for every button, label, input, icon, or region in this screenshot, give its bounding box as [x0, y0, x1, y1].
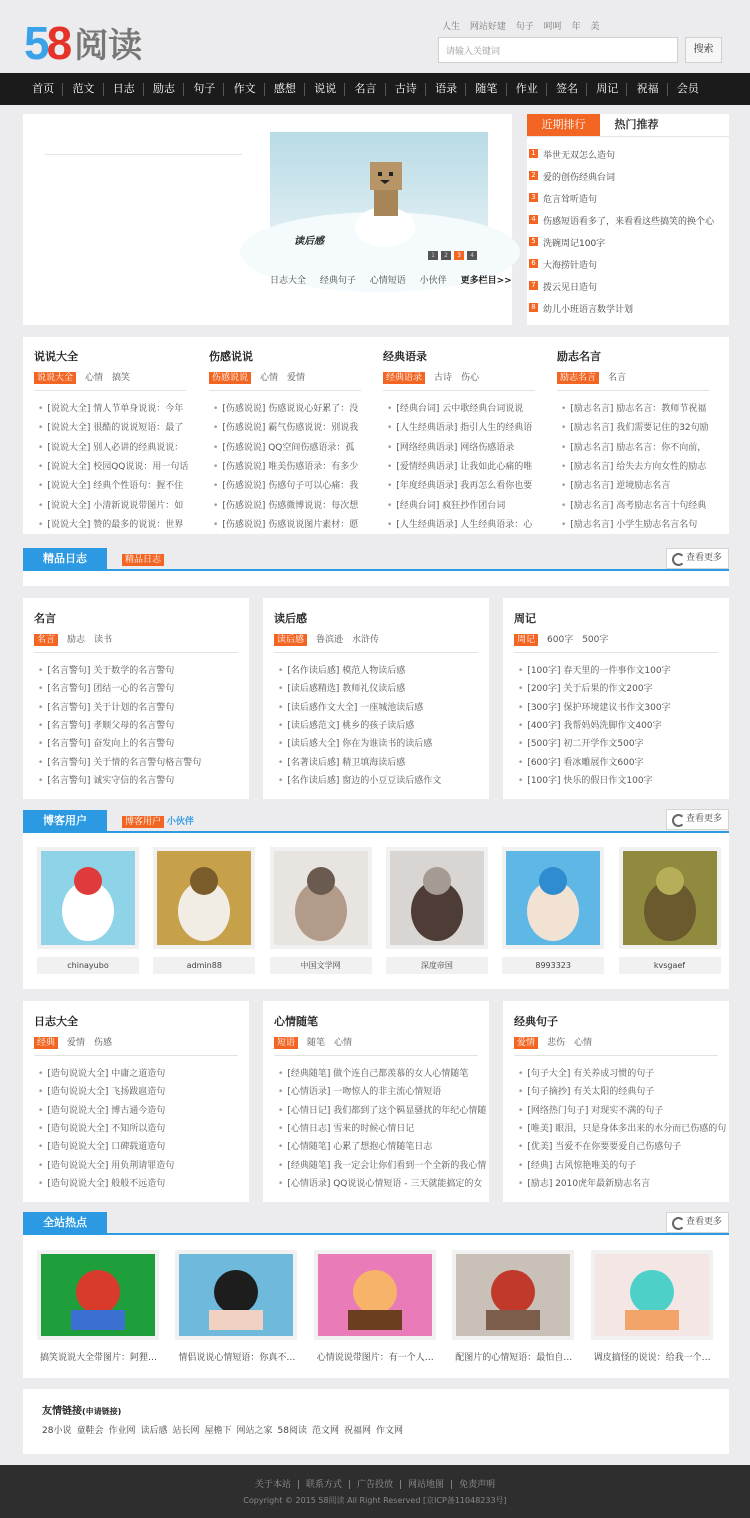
user-avatar[interactable]	[386, 847, 488, 949]
list-item[interactable]: • [造句说说大全] 博古通今造句	[38, 1103, 243, 1116]
list-item[interactable]: • [名言警句] 诚实守信的名言警句	[38, 773, 243, 786]
friend-links-title: 友情链接(申请链接)	[42, 1406, 122, 1417]
column-tags	[514, 632, 617, 645]
search-button[interactable]: 搜索	[685, 37, 722, 63]
nav-item[interactable]: 感想	[265, 73, 305, 105]
slider-dot-active[interactable]: 3	[454, 251, 464, 260]
friend-link[interactable]: 屋檐下	[204, 1426, 232, 1436]
footer-link[interactable]: 关于本站	[254, 1480, 291, 1490]
list-item[interactable]: • [600字] 看冰雕展作文600字	[518, 755, 723, 768]
list-item[interactable]: • [经典台词] 疯狂抄作团台词	[387, 498, 537, 511]
column-title: 经典语录	[383, 350, 427, 363]
list-item[interactable]: • [句子大全] 有关养成习惯的句子	[518, 1066, 723, 1079]
column-title: 名言	[34, 612, 56, 625]
tab-hot-recommend[interactable]: 热门推荐	[614, 118, 659, 131]
user-name[interactable]: 深度帝国	[386, 957, 488, 974]
section-tag[interactable]: 博客用户 小伙伴	[122, 814, 194, 827]
column-title: 励志名言	[557, 350, 601, 363]
column-tags	[34, 370, 139, 383]
friend-links-panel	[23, 1389, 729, 1454]
rank-item[interactable]: 2 爱的创伤经典台词	[543, 170, 615, 183]
section-tab-blog-users[interactable]: 博客用户	[23, 810, 107, 832]
hot-caption[interactable]: 调皮搞怪的说说：给我一个…	[593, 1353, 711, 1363]
list-item[interactable]: • [名言警句] 孝顺父母的名言警句	[38, 718, 243, 731]
view-more-button[interactable]: 查看更多	[666, 1212, 729, 1233]
hot-image[interactable]	[175, 1250, 297, 1340]
slider-dot[interactable]: 1	[428, 251, 438, 260]
column-tags	[274, 1035, 361, 1048]
divider	[34, 1055, 238, 1056]
view-more-button[interactable]: 查看更多	[666, 548, 729, 569]
list-item[interactable]: • [心情日记] 我们都到了这个羁显骚扰的年纪心情随	[278, 1103, 483, 1116]
separator: |	[296, 1480, 300, 1490]
list-item[interactable]: • [造句说说大全] 用负荆请罪造句	[38, 1158, 243, 1171]
column-tag[interactable]: 心情	[260, 373, 279, 383]
divider	[45, 154, 242, 155]
list-item[interactable]: • [100字] 春天里的一件事作文100字	[518, 663, 723, 676]
list-item[interactable]: • [读后感大全] 你在为谁读书的读后感	[278, 736, 483, 749]
divider	[514, 1055, 718, 1056]
nav-item[interactable]: 古诗	[386, 73, 426, 105]
footer-links	[0, 1477, 750, 1490]
hot-image[interactable]	[591, 1250, 713, 1340]
column-tag[interactable]: 伤感	[94, 1038, 113, 1048]
list-item[interactable]: • [说说大全] 很酷的说说短语：最了	[38, 420, 188, 433]
nav-item[interactable]: 作业	[507, 73, 547, 105]
hot-caption[interactable]: 配图片的心情短语：最怕自…	[455, 1353, 573, 1363]
list-item[interactable]: • [名著读后感] 精卫填海读后感	[278, 755, 483, 768]
footer	[0, 1465, 750, 1518]
column-title: 读后感	[274, 612, 307, 625]
hot-image[interactable]	[37, 1250, 159, 1340]
user-avatar[interactable]	[153, 847, 255, 949]
column-panel	[263, 1001, 489, 1202]
list-item[interactable]: • [人生经典语录] 指引人生的经典语	[387, 420, 537, 433]
column-title: 说说大全	[34, 350, 78, 363]
list-item[interactable]: • [心情日志] 雪来的时候心情日记	[278, 1121, 483, 1134]
list-item[interactable]: • [经典] 古风惊艳唯美的句子	[518, 1158, 723, 1171]
column-title: 经典句子	[514, 1015, 558, 1028]
user-name[interactable]: admin88	[153, 957, 255, 974]
footer-link[interactable]: 网站地图	[408, 1480, 445, 1490]
list-item[interactable]: • [名作读后感] 模范人物读后感	[278, 663, 483, 676]
logo-five: 5	[24, 17, 47, 69]
more-columns-link[interactable]: 更多栏目>>	[460, 276, 512, 286]
list-item[interactable]: • [年度经典语录] 我再怎么看你也要	[387, 478, 537, 491]
list-item[interactable]: • [网络热门句子] 对现实不满的句子	[518, 1103, 723, 1116]
friend-link[interactable]: 读后感	[140, 1426, 168, 1436]
quick-link[interactable]: 心情短语	[369, 276, 406, 286]
list-item[interactable]: • [伤感说说] 伤感说说图片素材：愿	[213, 517, 363, 530]
hot-word[interactable]: 年	[571, 22, 581, 32]
separator: |	[347, 1480, 351, 1490]
divider	[274, 1055, 478, 1056]
list-item[interactable]: • [造句说说大全] 不知所以造句	[38, 1121, 243, 1134]
list-item[interactable]: • [网络经典语录] 网络伤感语录	[387, 440, 537, 453]
column-tags	[514, 1035, 601, 1048]
column-tag[interactable]: 短语	[274, 1037, 298, 1049]
column-tag[interactable]: 500字	[582, 635, 609, 645]
nav-item[interactable]: 周记	[587, 73, 627, 105]
column-panel	[23, 598, 249, 799]
footer-link[interactable]: 联系方式	[305, 1480, 342, 1490]
column-tags	[209, 370, 314, 383]
list-item[interactable]: • [伤感说说] 伤感说说心好累了：没	[213, 401, 363, 414]
list-item[interactable]: • [爱情经典语录] 让我如此心痛的唯	[387, 459, 537, 472]
nav-item[interactable]: 日志	[104, 73, 144, 105]
list-item[interactable]: • [励志名言] 给失去方向女性的励志	[561, 459, 711, 472]
nav-item[interactable]: 随笔	[466, 73, 506, 105]
hot-caption[interactable]: 搞笑说说大全带图片：阿狸…	[40, 1353, 158, 1363]
list-item[interactable]: • [伤感说说] 霸气伤感说说：别说我	[213, 420, 363, 433]
list-item[interactable]: • [名言警句] 关于数学的名言警句	[38, 663, 243, 676]
list-item[interactable]: • [心情语录] 一吻惊人的非主流心情短语	[278, 1084, 483, 1097]
site-logo[interactable]	[24, 10, 143, 69]
list-item[interactable]: • [说说大全] 小清新说说带图片：如	[38, 498, 188, 511]
list-item[interactable]: • [励志名言] 小学生励志名言名句	[561, 517, 711, 530]
column-tags	[274, 632, 388, 645]
list-item[interactable]: • [伤感说说] 唯美伤感语录：有多少	[213, 459, 363, 472]
friend-link[interactable]: 范文网	[312, 1426, 340, 1436]
user-name[interactable]: 中国文学网	[270, 957, 372, 974]
rank-item[interactable]: 1 举世无双怎么造句	[543, 148, 615, 161]
list-item[interactable]: • [名言警句] 关于计划的名言警句	[38, 700, 243, 713]
column-tag[interactable]: 励志名言	[557, 372, 599, 384]
nav-item[interactable]: 励志	[144, 73, 184, 105]
list-item[interactable]: • [说说大全] 赞的最多的说说：世界	[38, 517, 188, 530]
column-panel	[503, 1001, 729, 1202]
list-item[interactable]: • [心情随笔] 心累了想抱心情随笔日志	[278, 1139, 483, 1152]
rank-item[interactable]: 8 幼儿小班语言数学计划	[543, 302, 633, 315]
list-item[interactable]: • [说说大全] 情人节单身说说：今年	[38, 401, 188, 414]
list-item[interactable]: • [唯美] 眼泪，只是身体多出来的水分而已伤感的句	[518, 1121, 723, 1134]
list-item[interactable]: • [造句说说大全] 中庸之道造句	[38, 1066, 243, 1079]
quick-links	[270, 273, 512, 286]
list-item[interactable]: • [优美] 当爱不在你要要爱自己伤感句子	[518, 1139, 723, 1152]
column-tag[interactable]: 爱情	[287, 373, 306, 383]
friend-links	[42, 1423, 408, 1436]
view-more-button[interactable]: 查看更多	[666, 809, 729, 830]
friend-link[interactable]: 网站之家	[236, 1426, 273, 1436]
list-item[interactable]: • [名作读后感] 窗边的小豆豆读后感作文	[278, 773, 483, 786]
friend-link[interactable]: 作业网	[108, 1426, 136, 1436]
footer-link[interactable]: 广告投放	[356, 1480, 393, 1490]
tab-recent-rank[interactable]: 近期排行	[527, 114, 600, 136]
list-item[interactable]: • [励志名言] 励志名言：你不向前，	[561, 440, 711, 453]
nav-item[interactable]: 句子	[184, 73, 224, 105]
list-item[interactable]: • [经典随笔] 我一定会让你们看到一个全新的我心情	[278, 1158, 483, 1171]
friend-link[interactable]: 58阅读	[277, 1426, 307, 1436]
quick-link[interactable]: 经典句子	[319, 276, 356, 286]
friend-link[interactable]: 28小说	[42, 1426, 72, 1436]
list-item[interactable]: • [伤感说说] 伤感句子可以心痛：我	[213, 478, 363, 491]
copyright: Copyright © 2015 58阅读 All Right Reserved [京ICP备11048233号]	[243, 1496, 507, 1505]
friend-link[interactable]: 童鞋会	[76, 1426, 104, 1436]
list-item[interactable]: • [500字] 初二开学作文500字	[518, 736, 723, 749]
column-tag[interactable]: 说说大全	[34, 372, 76, 384]
slider-dot[interactable]: 4	[467, 251, 477, 260]
quick-link[interactable]: 日志大全	[270, 276, 307, 286]
list-item[interactable]: • [名言警句] 团结一心的名言警句	[38, 681, 243, 694]
search-input[interactable]: 请输入关键词	[438, 37, 678, 63]
column-tag[interactable]: 鲁滨逊	[316, 635, 344, 645]
hot-word[interactable]: 句子	[515, 22, 534, 32]
hot-word[interactable]: 人生	[442, 22, 461, 32]
section-tab-site-hot[interactable]: 全站热点	[23, 1212, 107, 1234]
column-tag[interactable]: 伤心	[461, 373, 480, 383]
list-item[interactable]: • [经典随笔] 做个连自己都羡慕的女人心情随笔	[278, 1066, 483, 1079]
divider	[274, 652, 478, 653]
hot-caption[interactable]: 情侣说说心情短语：你真不…	[178, 1353, 296, 1363]
section-tag[interactable]: 精品日志	[122, 552, 164, 565]
list-item[interactable]: • [人生经典语录] 人生经典语录：心	[387, 517, 537, 530]
nav-item[interactable]: 祝福	[627, 73, 667, 105]
slider-dot[interactable]: 2	[441, 251, 451, 260]
friend-link[interactable]: 站长网	[172, 1426, 200, 1436]
hot-caption[interactable]: 心情说说带图片：有一个人…	[316, 1353, 434, 1363]
column-tag[interactable]: 水浒传	[352, 635, 380, 645]
nav-item[interactable]: 说说	[305, 73, 345, 105]
divider	[34, 652, 238, 653]
divider	[383, 390, 535, 391]
column-tag[interactable]: 心情	[85, 373, 104, 383]
column-tag[interactable]: 经典	[34, 1037, 58, 1049]
nav-item[interactable]: 签名	[547, 73, 587, 105]
user-name[interactable]: 8993323	[502, 957, 604, 974]
column-panel	[23, 1001, 249, 1202]
column-tag[interactable]: 古诗	[434, 373, 453, 383]
main-nav	[0, 73, 750, 105]
divider	[514, 652, 718, 653]
divider	[527, 136, 729, 137]
user-name[interactable]: chinayubo	[37, 957, 139, 974]
column-tags	[34, 1035, 121, 1048]
list-item[interactable]: • [励志名言] 逆境励志名言	[561, 478, 711, 491]
list-item[interactable]: • [伤感说说] 伤感微博说说：每次想	[213, 498, 363, 511]
footer-link[interactable]: 免责声明	[459, 1480, 496, 1490]
list-item[interactable]: • [说说大全] 校园QQ说说：用一句话	[38, 459, 188, 472]
column-title: 心情随笔	[274, 1015, 318, 1028]
column-tag[interactable]: 悲伤	[547, 1038, 566, 1048]
column-tag[interactable]: 心情	[574, 1038, 593, 1048]
list-item[interactable]: • [名言警句] 关于情的名言警句格言警句	[38, 755, 243, 768]
rank-item[interactable]: 6 大海捞针造句	[543, 258, 597, 271]
nav-item[interactable]: 语录	[426, 73, 466, 105]
hot-word[interactable]: 网站好建	[469, 22, 506, 32]
list-item[interactable]: • [励志名言] 我们需要记住的32句励	[561, 420, 711, 433]
column-title: 周记	[514, 612, 536, 625]
rank-item[interactable]: 7 拨云见日造句	[543, 280, 597, 293]
nav-item[interactable]: 首页	[23, 73, 63, 105]
column-tag[interactable]: 心情	[334, 1038, 353, 1048]
hot-image[interactable]	[314, 1250, 436, 1340]
friend-link[interactable]: 祝福网	[344, 1426, 372, 1436]
divider	[557, 390, 709, 391]
slider-caption: 读后感	[294, 236, 324, 247]
column-tag[interactable]: 600字	[547, 635, 574, 645]
column-tag[interactable]: 随笔	[307, 1038, 326, 1048]
column-tag[interactable]: 爱情	[67, 1038, 86, 1048]
column-tag[interactable]: 读后感	[274, 634, 307, 646]
list-item[interactable]: • [心情语录] QQ说说心情短语 - 三天就能搞定的女	[278, 1176, 483, 1189]
column-tag[interactable]: 经典语录	[383, 372, 425, 384]
logo-text: 阅读	[74, 26, 143, 66]
list-item[interactable]: • [300字] 保护环境建议书作文300字	[518, 700, 723, 713]
column-title: 伤感说说	[209, 350, 253, 363]
user-name[interactable]: kvsgaef	[619, 957, 721, 974]
column-panel	[503, 598, 729, 799]
column-tag[interactable]: 名言	[34, 634, 58, 646]
separator: |	[399, 1480, 403, 1490]
list-item[interactable]: • [说说大全] 经典个性语句：握不住	[38, 478, 188, 491]
column-tag[interactable]: 励志	[67, 635, 86, 645]
column-tags	[34, 632, 121, 645]
list-item[interactable]: • [造句说说大全] 口碑载道造句	[38, 1139, 243, 1152]
user-avatar[interactable]	[619, 847, 721, 949]
list-item[interactable]: • [造句说说大全] 般般不远造句	[38, 1176, 243, 1189]
list-item[interactable]: • [经典台词] 云中歌经典台词说说	[387, 401, 537, 414]
column-title: 日志大全	[34, 1015, 78, 1028]
list-item[interactable]: • [400字] 我帮妈妈洗脚作文400字	[518, 718, 723, 731]
user-avatar[interactable]	[502, 847, 604, 949]
list-item[interactable]: • [伤感说说] QQ空间伤感语录：孤	[213, 440, 363, 453]
list-item[interactable]: • [励志名言] 高考励志名言十句经典	[561, 498, 711, 511]
divider	[209, 390, 361, 391]
logo-eight: 8	[46, 17, 73, 69]
user-avatar[interactable]	[37, 847, 139, 949]
column-tag[interactable]: 周记	[514, 634, 538, 646]
divider	[34, 390, 186, 391]
list-item[interactable]: • [说说大全] 别人必讲的经典说说：	[38, 440, 188, 453]
rank-item[interactable]: 4 伤感短语看多了，来看看这些搞笑的换个心	[543, 214, 720, 227]
nav-item[interactable]: 作文	[224, 73, 264, 105]
list-item[interactable]: • [读后感精选] 教师礼仪读后感	[278, 681, 483, 694]
hot-word[interactable]: 美	[590, 22, 600, 32]
list-item[interactable]: • [励志] 2010虎年最新励志名言	[518, 1176, 723, 1189]
column-panel	[263, 598, 489, 799]
column-tags	[383, 370, 488, 383]
column-tags	[557, 370, 635, 383]
section-strip	[23, 571, 729, 586]
hot-image[interactable]	[452, 1250, 574, 1340]
rank-item[interactable]: 5 洗碗周记100字	[543, 236, 605, 249]
list-item[interactable]: • [造句说说大全] 飞扬跋扈造句	[38, 1084, 243, 1097]
list-item[interactable]: • [读后感作文大全] 一座城池读后感	[278, 700, 483, 713]
quick-link[interactable]: 小伙伴	[419, 276, 447, 286]
list-item[interactable]: • [200字] 关于后果的作文200字	[518, 681, 723, 694]
separator: |	[450, 1480, 454, 1490]
nav-item[interactable]: 范文	[63, 73, 103, 105]
hot-word[interactable]: 呵呵	[543, 22, 562, 32]
nav-item[interactable]: 名言	[345, 73, 385, 105]
list-item[interactable]: • [句子摘抄] 有关太阳的经典句子	[518, 1084, 723, 1097]
column-tag[interactable]: 名言	[608, 373, 627, 383]
column-tag[interactable]: 搞笑	[112, 373, 131, 383]
rank-item[interactable]: 3 危言耸听造句	[543, 192, 597, 205]
user-avatar[interactable]	[270, 847, 372, 949]
column-tag[interactable]: 读书	[94, 635, 113, 645]
list-item[interactable]: • [励志名言] 励志名言：教师节祝福	[561, 401, 711, 414]
column-tag[interactable]: 伤感说说	[209, 372, 251, 384]
list-item[interactable]: • [读后感范文] 桃乡的孩子读后感	[278, 718, 483, 731]
hot-words	[442, 19, 606, 32]
column-tag[interactable]: 爱情	[514, 1037, 538, 1049]
friend-link[interactable]: 作文网	[376, 1426, 404, 1436]
list-item[interactable]: • [100字] 快乐的假日作文100字	[518, 773, 723, 786]
list-item[interactable]: • [名言警句] 奋发向上的名言警句	[38, 736, 243, 749]
nav-item[interactable]: 会员	[676, 82, 699, 95]
section-tab-featured-logs[interactable]: 精品日志	[23, 548, 107, 570]
